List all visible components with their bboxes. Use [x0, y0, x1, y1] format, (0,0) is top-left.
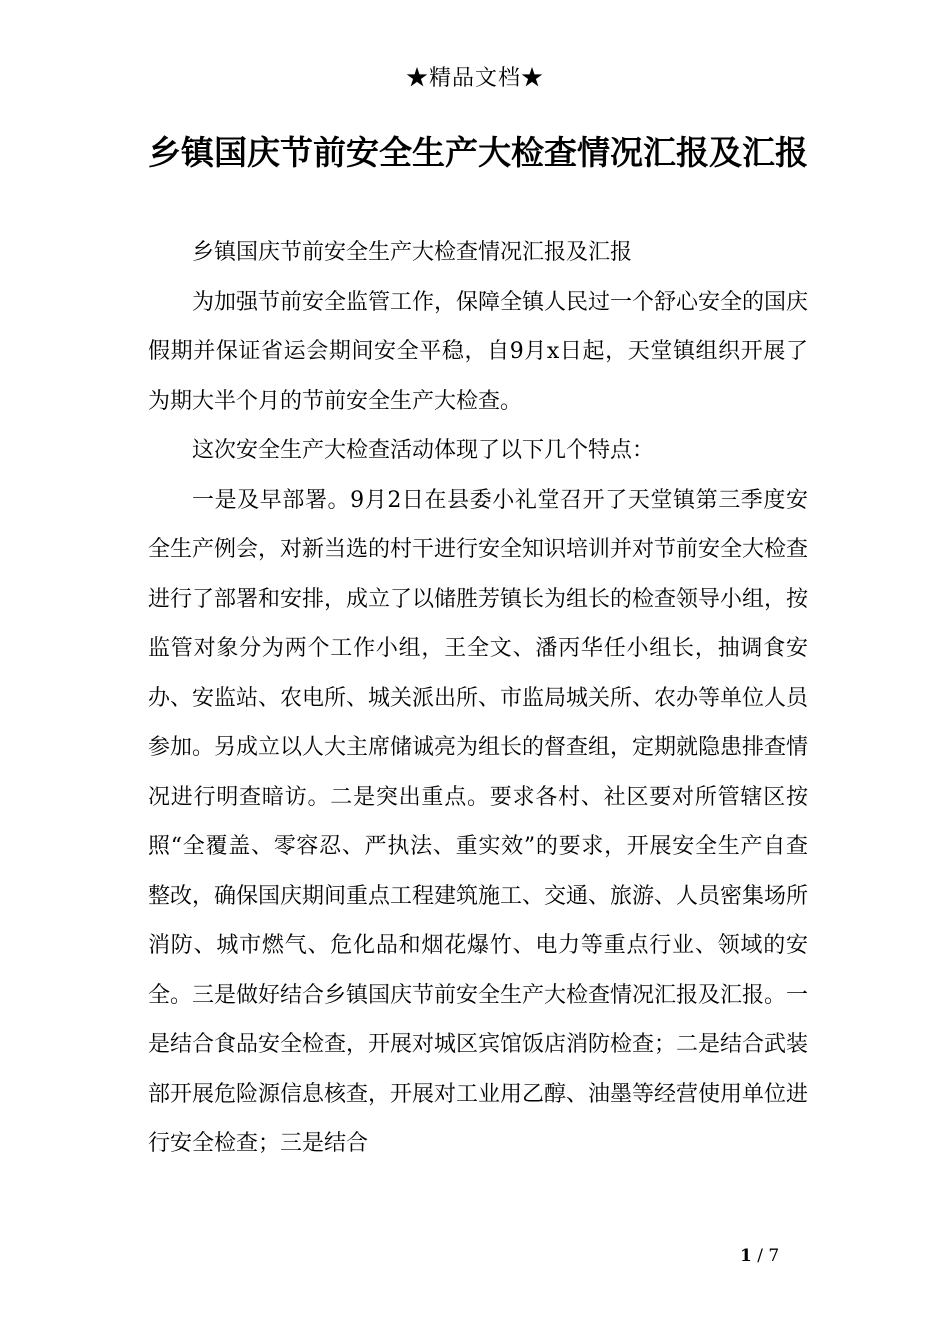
page-current: 1 [740, 1246, 752, 1266]
paragraph: 乡镇国庆节前安全生产大检查情况汇报及汇报 [192, 240, 633, 265]
page-number [740, 1246, 779, 1266]
paragraph: 为加强节前安全监管工作，保障全镇人民过一个舒心安全的国庆假期并保证省运会期间安全平稳，自9月x日起，天堂镇组织开展了为期大半个月的节前安全生产大检查。 [148, 289, 809, 414]
document-title: 乡镇国庆节前安全生产大检查情况汇报及汇报 [148, 133, 808, 172]
paragraph: 一是及早部署。9月2日在县委小礼堂召开了天堂镇第三季度安全生产例会，对新当选的村干进行安全知识培训并对节前安全大检查进行了部署和安排，成立了以储胜芳镇长为组长的检查领导小组，按监管对象分为两个工作小组，王全文、潘丙华任小组长，抽调食安办、安监站、农电所、城关派出所、市监局城关所、农办等单位人员参加。另成立以人大主席储诚亮为组长的督查组，定期就隐患排查情况进行明查暗访。二是突出重点。要求各村、社区要对所管辖区按照“全覆盖、零容忍、严执法、重实效”的要求，开展安全生产自查整改，确保国庆期间重点工程建筑施工、交通、旅游、人员密集场所消防、城市燃气、危化品和烟花爆竹、电力等重点行业、领域的安全。三是做好结合乡镇国庆节前安全生产大检查情况汇报及汇报。一是结合食品安全检查，开展对城区宾馆饭店消防检查；二是结合武装部开展危险源信息核查，开展对工业用乙醇、油墨等经营使用单位进行安全检查；三是结合 [148, 487, 809, 1156]
document-body [148, 228, 808, 1169]
page-separator: / [751, 1246, 769, 1266]
page-total: 7 [768, 1246, 780, 1266]
page-header: ★精品文档★ [405, 66, 544, 91]
paragraph: 这次安全生产大检查活动体现了以下几个特点： [192, 438, 655, 463]
